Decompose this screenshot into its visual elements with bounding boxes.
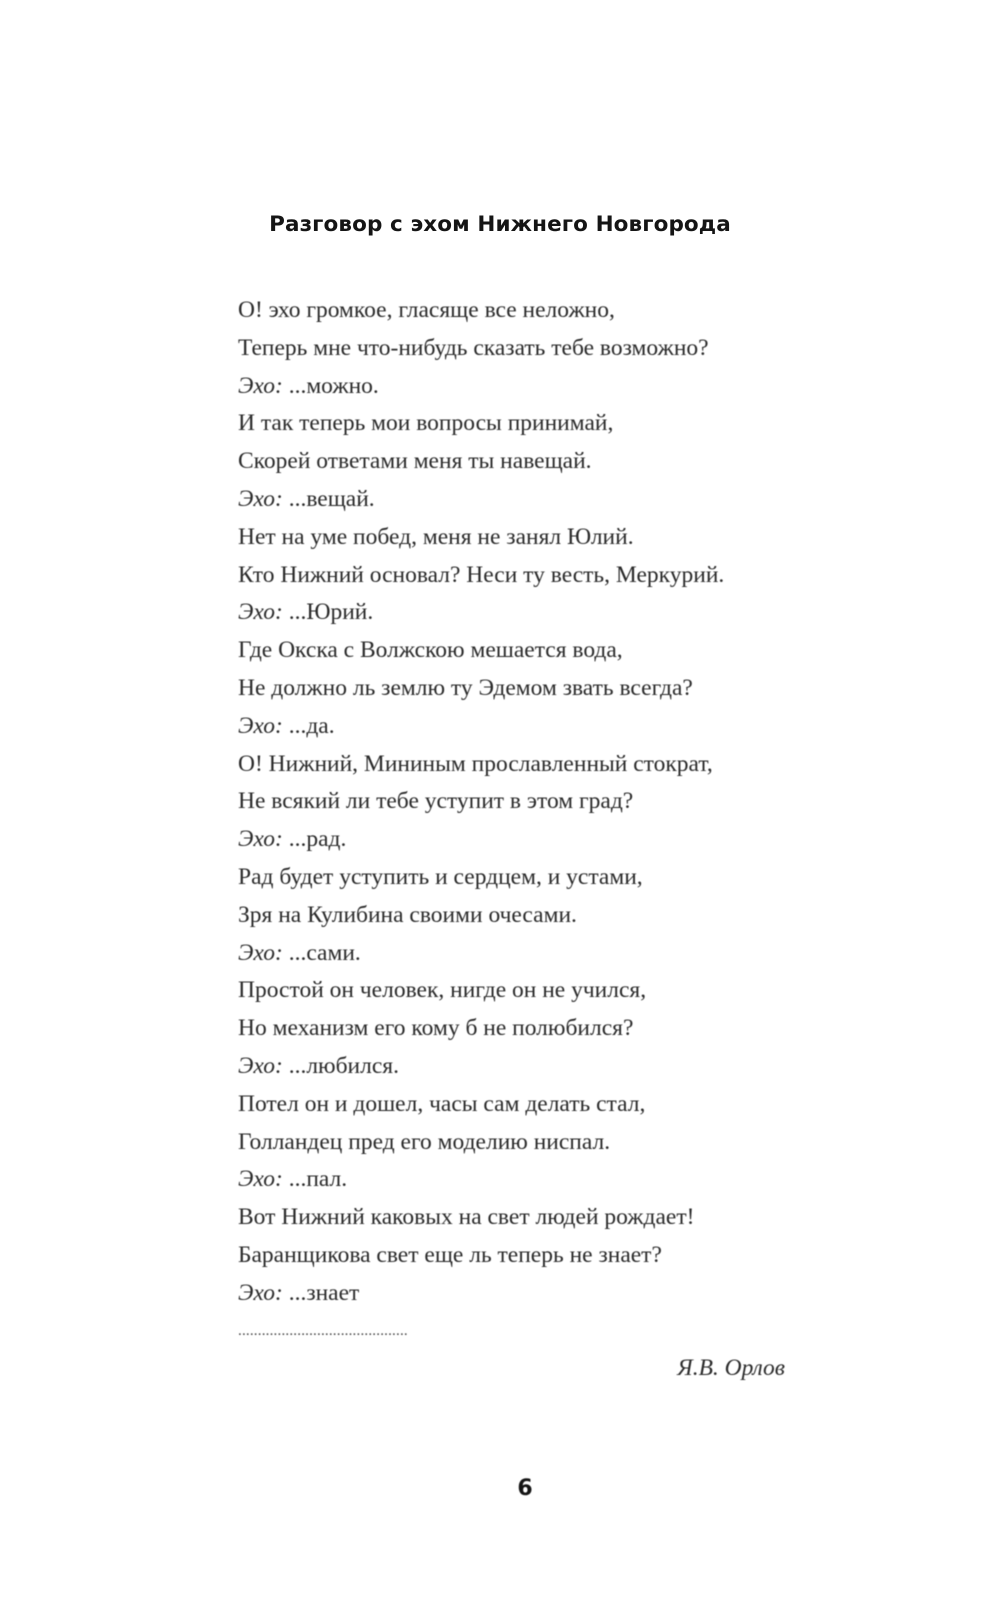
verse-line: О! Нижний, Мининым прославленный стократ, (238, 750, 713, 777)
echo-line: Эхо: ...сами. (238, 939, 361, 966)
verse-line: И так теперь мои вопросы принимай, (238, 410, 614, 437)
verse-line: Не всякий ли тебе уступит в этом град? (238, 788, 634, 815)
verse-line: Зря на Кулибина своими очесами. (238, 901, 577, 928)
poem-title: Разговор с эхом Нижнего Новгорода (269, 212, 731, 237)
echo-label: Эхо: (238, 1279, 283, 1306)
verse-line: Скорей ответами меня ты навещай. (238, 448, 592, 475)
page-number: 6 (517, 1476, 533, 1501)
echo-label: Эхо: (238, 372, 283, 399)
verse-line: Рад будет уступить и сердцем, и устами, (238, 863, 643, 890)
verse-line: О! эхо громкое, гласяще все неложно, (238, 297, 615, 323)
echo-line: Эхо: ...рад. (238, 826, 347, 853)
echo-line: Эхо: ...любился. (238, 1052, 399, 1079)
echo-label: Эхо: (238, 485, 283, 512)
echo-label: Эхо: (238, 1052, 283, 1079)
poem-body (238, 292, 724, 1350)
verse-line: Не должно ль землю ту Эдемом звать всегда? (238, 674, 693, 701)
echo-line: Эхо: ...знает (238, 1279, 360, 1306)
echo-label: Эхо: (238, 599, 283, 626)
echo-label: Эхо: (238, 939, 283, 966)
verse-line: Вот Нижний каковых на свет людей рождает! (238, 1204, 695, 1231)
verse-line: Кто Нижний основал? Неси ту весть, Меркурий. (238, 561, 725, 588)
echo-line: Эхо: ...Юрий. (238, 599, 374, 626)
echo-label: Эхо: (238, 826, 283, 853)
echo-line: Эхо: ...вещай. (238, 485, 375, 512)
ellipsis-line: ........................................... (238, 1322, 408, 1339)
echo-label: Эхо: (238, 1166, 283, 1193)
verse-line: Теперь мне что-нибудь сказать тебе возможно? (238, 334, 709, 361)
verse-line: Нет на уме побед, меня не занял Юлий. (238, 523, 634, 550)
verse-line: Баранщикова свет еще ль теперь не знает? (238, 1241, 662, 1268)
verse-line: Голландец пред его моделию ниспал. (238, 1128, 611, 1155)
echo-line: Эхо: ...пал. (238, 1166, 348, 1193)
poem-author: Я.В. Орлов (677, 1355, 785, 1381)
verse-line: Потел он и дошел, часы сам делать стал, (238, 1090, 646, 1117)
echo-line: Эхо: ...можно. (238, 372, 379, 399)
verse-line: Простой он человек, нигде он не учился, (238, 977, 647, 1004)
verse-line: Где Окска с Волжскою мешается вода, (238, 637, 623, 664)
echo-line: Эхо: ...да. (238, 712, 335, 739)
verse-line: Но механизм его кому б не полюбился? (238, 1015, 634, 1042)
echo-label: Эхо: (238, 712, 283, 739)
